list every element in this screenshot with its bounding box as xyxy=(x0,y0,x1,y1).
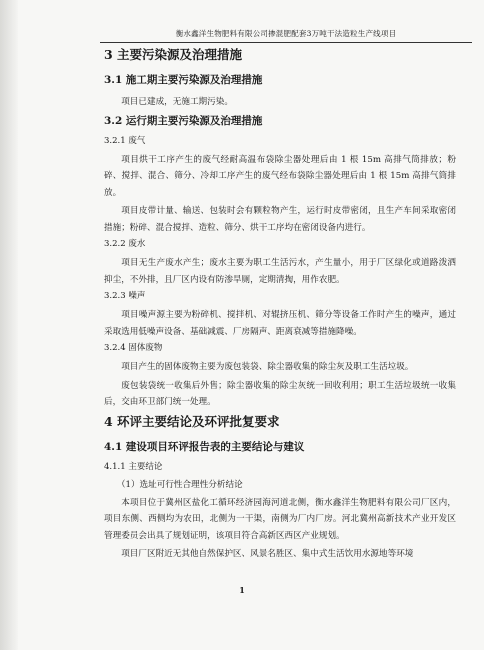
subsection-heading: 4.1 建设项目环评报告表的主要结论与建议 xyxy=(104,440,305,453)
paragraph: 废包装袋统一收集后外售；除尘器收集的除尘灰统一回收利用；职工生活垃圾统一收集后，交由环卫部门统一处理。 xyxy=(104,380,456,407)
minor-heading: 3.2.4 固体废物 xyxy=(104,343,163,353)
paragraph: 项目厂区附近无其他自然保护区、风景名胜区、集中式生活饮用水源地等环境 xyxy=(121,549,414,559)
paragraph: 项目已建成，无施工期污染。 xyxy=(121,97,233,107)
section-heading: 4 环评主要结论及环评批复要求 xyxy=(104,413,280,429)
page-shadow xyxy=(0,0,18,650)
numbered-item: （1）选址可行性合理性分析结论 xyxy=(116,479,243,490)
paragraph: 项目皮带计量、输送、包装时会有颗粒物产生，运行时皮带密闭，且生产车间采取密闭措施；粉碎、混合搅拌、造粒、筛分、烘干工序均在密闭设备内进行。 xyxy=(104,206,456,233)
running-header: 衡水鑫洋生物肥料有限公司掺混肥配套3万吨干法造粒生产线项目 xyxy=(100,28,472,43)
subsection-heading: 3.1 施工期主要污染源及治理措施 xyxy=(104,74,263,86)
paragraph: 本项目位于冀州区盐化工循环经济园海河道北侧，衡水鑫洋生物肥料有限公司厂区内，项目东侧、西侧均为农田，北侧为一干渠，南侧为厂内厂房。河北冀州高新技术产业开发区管理委员会出具了规划证明，该项目符合高新区西区产业规划。 xyxy=(104,497,456,541)
minor-heading: 3.2.2 废水 xyxy=(104,239,146,249)
minor-heading: 3.2.1 废气 xyxy=(104,135,146,146)
paragraph: 项目无生产废水产生；废水主要为职工生活污水，产生量小，用于厂区绿化或道路泼洒抑尘，不外排，且厂区内设有防渗旱厕，定期清掏，用作农肥。 xyxy=(104,258,456,285)
minor-heading: 4.1.1 主要结论 xyxy=(104,461,163,472)
paragraph: 项目烘干工序产生的废气经耐高温布袋除尘器处理后由 1 根 15m 高排气筒排放；粉碎、搅拌、混合、筛分、冷却工序产生的废气经布袋除尘器处理后由 1 根 15m 高排气筒排放。 xyxy=(104,154,456,198)
section-heading: 3 主要污染源及治理措施 xyxy=(104,47,243,62)
document-body xyxy=(104,46,456,565)
paragraph: 项目噪声源主要为粉碎机、搅拌机、对辊挤压机、筛分等设备工作时产生的噪声，通过采取选用低噪声设备、基础减震、厂房隔声、距离衰减等措施降噪。 xyxy=(104,310,456,337)
page-number: 1 xyxy=(239,585,245,595)
subsection-heading: 3.2 运行期主要污染源及治理措施 xyxy=(104,114,263,127)
minor-heading: 3.2.3 噪声 xyxy=(104,291,146,301)
paragraph: 项目产生的固体废物主要为废包装袋、除尘器收集的除尘灰及职工生活垃圾。 xyxy=(121,362,414,372)
